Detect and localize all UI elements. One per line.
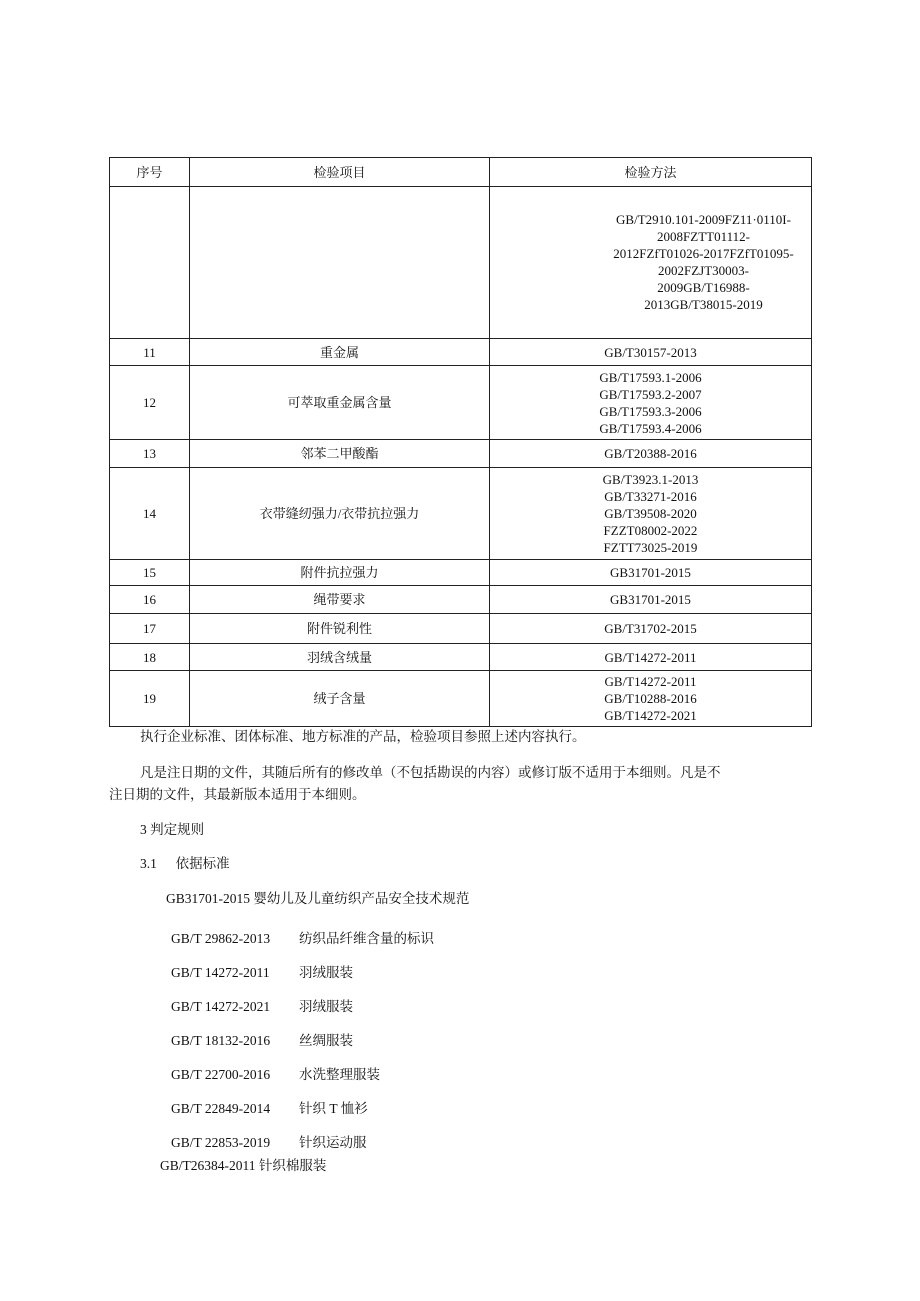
section-heading-3-1 — [140, 853, 230, 875]
row-methods — [490, 468, 812, 560]
table-row — [110, 339, 812, 366]
row-no: 19 — [110, 671, 190, 727]
method-line: GB/T10288-2016 — [604, 691, 697, 706]
section-heading-3: 3 判定规则 — [140, 822, 205, 837]
table-row — [110, 366, 812, 440]
standard-item — [171, 928, 434, 950]
table-row — [110, 187, 812, 339]
row-no: 18 — [110, 644, 190, 671]
method-line: GB/T30157-2013 — [604, 344, 697, 360]
row-methods — [490, 366, 812, 440]
standard-code: GB/T 14272-2021 — [171, 999, 271, 1014]
method-line: GB/T2910.101-2009FZ11·0110I- — [616, 212, 791, 227]
row-methods — [490, 440, 812, 468]
header-no: 序号 — [110, 158, 190, 187]
row-no: 12 — [110, 366, 190, 440]
section-number: 3.1 — [140, 856, 157, 871]
standard-code: GB/T 14272-2011 — [171, 965, 270, 980]
table-row — [110, 644, 812, 671]
row-no — [110, 187, 190, 339]
row-item: 绒子含量 — [190, 671, 490, 727]
method-line: 2013GB/T38015-2019 — [644, 297, 763, 312]
method-line: GB/T14272-2011 — [604, 674, 697, 689]
standard-item — [171, 1098, 368, 1120]
row-methods — [490, 614, 812, 644]
row-item: 羽绒含绒量 — [190, 644, 490, 671]
method-line: GB/T20388-2016 — [604, 446, 697, 461]
method-line: GB/T17593.4-2006 — [599, 420, 702, 436]
standard-name: 羽绒服装 — [299, 965, 353, 980]
note-paragraph: 执行企业标准、团体标准、地方标准的产品，检验项目参照上述内容执行。 — [140, 729, 586, 744]
standard-name: 纺织品纤维含量的标识 — [299, 931, 434, 946]
row-no: 14 — [110, 468, 190, 560]
table-row — [110, 468, 812, 560]
standard-code: GB/T 22853-2019 — [171, 1135, 271, 1150]
method-line: GB31701-2015 — [610, 592, 691, 607]
row-item: 重金属 — [190, 339, 490, 366]
row-item: 附件锐利性 — [190, 614, 490, 644]
standard-code: GB/T 18132-2016 — [171, 1033, 271, 1048]
row-item: 衣带缝纫强力/衣带抗拉强力 — [190, 468, 490, 560]
method-line: GB/T3923.1-2013 — [602, 472, 699, 487]
standard-name: 针织 T 恤衫 — [299, 1101, 368, 1116]
row-no: 11 — [110, 339, 190, 366]
method-line: GB/T17593.3-2006 — [599, 403, 702, 419]
standard-name: 丝绸服装 — [299, 1033, 353, 1048]
row-methods — [490, 187, 812, 339]
method-line: GB/T17593.1-2006 — [599, 369, 702, 385]
standard-item — [171, 996, 353, 1018]
table-row — [110, 440, 812, 468]
table-header-row — [110, 158, 812, 187]
row-methods — [490, 644, 812, 671]
standard-item: GB/T26384-2011 针织棉服装 — [160, 1158, 327, 1173]
standard-name: 羽绒服装 — [299, 999, 353, 1014]
standard-code: GB/T 29862-2013 — [171, 931, 271, 946]
row-no: 17 — [110, 614, 190, 644]
method-line: FZZT08002-2022 — [603, 523, 698, 538]
method-line: GB/T17593.2-2007 — [599, 386, 702, 402]
method-line: FZTT73025-2019 — [603, 540, 698, 555]
method-line: 2009GB/T16988- — [657, 280, 750, 295]
table-row — [110, 614, 812, 644]
row-item: 附件抗拉强力 — [190, 560, 490, 586]
header-method: 检验方法 — [490, 158, 812, 187]
dated-reference-paragraph-line2: 注日期的文件，其最新版本适用于本细则。 — [109, 787, 366, 802]
table-row — [110, 560, 812, 586]
standard-name: 水洗整理服装 — [299, 1067, 380, 1082]
table-row — [110, 586, 812, 614]
standard-item — [171, 1064, 380, 1086]
standard-item: GB31701-2015 婴幼儿及儿童纺织产品安全技术规范 — [166, 891, 470, 906]
method-line: GB/T33271-2016 — [604, 489, 697, 504]
method-line: 2008FZTT01112- — [657, 229, 750, 244]
section-title: 依据标准 — [175, 856, 230, 871]
method-line: GB/T14272-2011 — [604, 649, 697, 665]
standard-code: GB/T 22700-2016 — [171, 1067, 271, 1082]
dated-reference-paragraph-line1: 凡是注日期的文件，其随后所有的修改单（不包括勘误的内容）或修订版不适用于本细则。凡是不 — [140, 765, 721, 780]
row-methods — [490, 671, 812, 727]
row-item: 邻苯二甲酸酯 — [190, 440, 490, 468]
standard-item — [171, 962, 353, 984]
row-item — [190, 187, 490, 339]
row-no: 13 — [110, 440, 190, 468]
standard-code: GB/T 22849-2014 — [171, 1101, 271, 1116]
standard-name: 针织运动服 — [299, 1135, 367, 1150]
method-line: 2002FZJT30003- — [658, 263, 749, 278]
method-line: 2012FZfT01026-2017FZfT01095- — [613, 246, 794, 261]
row-item: 绳带要求 — [190, 586, 490, 614]
header-item: 检验项目 — [190, 158, 490, 187]
row-item: 可萃取重金属含量 — [190, 366, 490, 440]
method-line: GB31701-2015 — [610, 565, 691, 580]
table-row — [110, 671, 812, 727]
method-line: GB/T14272-2021 — [604, 708, 697, 723]
row-methods — [490, 560, 812, 586]
method-line: GB/T39508-2020 — [604, 506, 697, 521]
row-methods — [490, 339, 812, 366]
row-methods — [490, 586, 812, 614]
standard-item — [171, 1030, 353, 1052]
inspection-table — [109, 157, 812, 727]
standard-item — [171, 1132, 367, 1154]
method-line: GB/T31702-2015 — [604, 621, 697, 636]
row-no: 15 — [110, 560, 190, 586]
row-no: 16 — [110, 586, 190, 614]
